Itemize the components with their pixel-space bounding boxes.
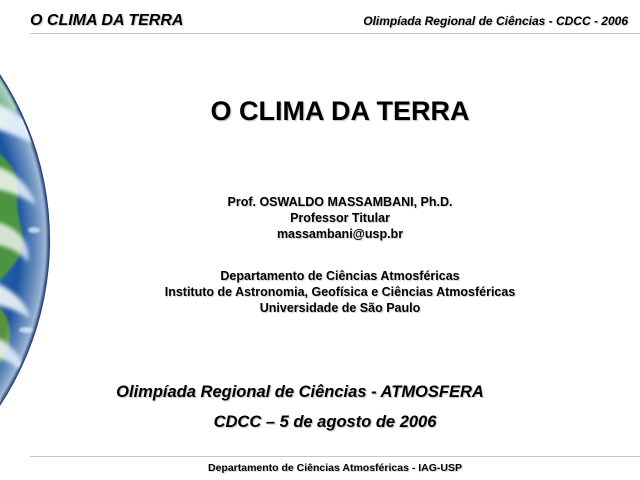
header-divider (30, 33, 640, 34)
university-name: Universidade de São Paulo (259, 301, 421, 315)
header-event: Olimpíada Regional de Ciências - CDCC - 2006 (363, 14, 628, 28)
header-title: O CLIMA DA TERRA (30, 12, 184, 29)
author-email: massambani@usp.br (276, 227, 404, 241)
institute-name: Instituto de Astronomia, Geofísica e Ciências Atmosféricas (164, 285, 516, 299)
footer-divider (30, 456, 640, 457)
footer-text: Departamento de Ciências Atmosféricas - IAG-USP (207, 462, 462, 474)
author-block (60, 194, 620, 242)
slide-title: O CLIMA DA TERRA (210, 96, 470, 126)
author-name: Prof. OSWALDO MASSAMBANI, Ph.D. (227, 195, 453, 209)
event-date: CDCC – 5 de agosto de 2006 (213, 413, 437, 431)
event-name: Olimpíada Regional de Ciências - ATMOSFERA (116, 383, 484, 401)
author-position: Professor Titular (290, 211, 390, 225)
affiliation-block (60, 268, 620, 316)
department-name: Departamento de Ciências Atmosféricas (220, 269, 460, 283)
